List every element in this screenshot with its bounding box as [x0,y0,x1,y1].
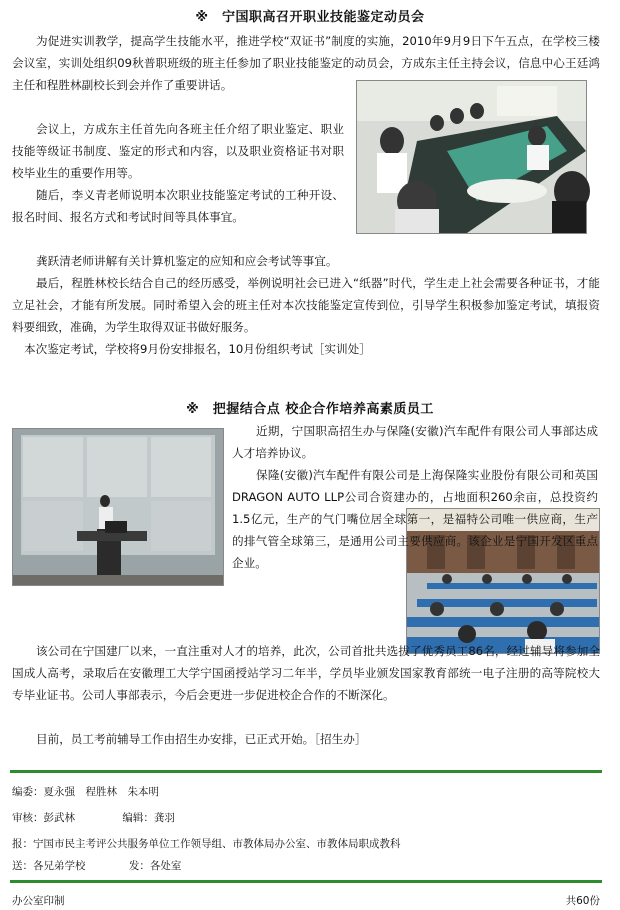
printer-text: 办公室印制 [12,895,65,907]
send-line [12,858,191,873]
issue-value: 各处室 [149,860,182,872]
article2-paragraph: 该公司在宁国建厂以来，一直注重对人才的培养，此次，公司首批共选拔了优秀员工86名，经过辅导将参加全国成人高考，录取后在安徽理工大学宁国函授站学习二年半，学员毕业颁发国家教育部统一电子注册的高等院校大专毕业证书。公司人事部表示，今后会更进一步促进校企合作的不断深化。 [12,644,600,702]
report-label: 报： [12,838,33,850]
article1-paragraph: 随后，李义青老师说明本次职业技能鉴定考试的工种开设、报名时间、报名方式和考试时间等具体事宜。 [12,188,344,224]
meeting-photo-drawing [357,81,586,233]
footer-rule-top [10,770,602,773]
reviewer-label: 审核： [12,812,44,824]
article1-paragraph: 会议上，方成东主任首先向各班主任介绍了职业鉴定、职业技能等级证书制度、鉴定的形式和内容，以及职业资格证书对职校毕业生的重要作用等。 [12,122,344,180]
meeting-photo [356,80,587,234]
copies-text: 共60份 [565,895,600,907]
report-line [12,836,411,851]
article1-title: ※ 宁国职高召开职业技能鉴定动员会 [195,10,425,25]
article2-paragraph: 近期，宁国职高招生办与保隆(安徽)汽车配件有限公司人事部达成人才培养协议。 [232,424,598,460]
compiler-label: 编辑： [122,812,154,824]
article2-paragraph: 保隆(安徽)汽车配件有限公司是上海保隆实业股份有限公司和英国DRAGON AUTO LLP公司合资建办的，占地面积260余亩，总投资约1.5亿元，生产的气门嘴位居全球第一，是福特公司唯一供应商，生产的排气管全球第三，是通用公司主要供应商。该企业是宁国开发区重点企业。 [232,468,598,570]
issue-label: 发： [128,860,150,872]
article1-paragraph: 本次鉴定考试，学校将9月份安排报名，10月份组织考试［实训处］ [24,342,371,356]
lecture-photo-drawing [13,429,223,585]
report-value: 宁国市民主考评公共服务单位工作领导组、市教体局办公室、市教体局职成教科 [33,838,401,850]
article2-paragraph: 目前，员工考前辅导工作由招生办安排，已正式开始。［招生办］ [36,732,367,746]
article1-paragraph: 为促进实训教学，提高学生技能水平，推进学校“双证书”制度的实施，2010年9月9日下午五点，在学校三楼会议室，实训处组织09秋普职班级的班主任参加了职业技能鉴定的动员会，方成东主任主持会议，信息中心王廷鸿主任和程胜林副校长到会并作了重要讲话。 [12,34,600,92]
send-value: 各兄弟学校 [33,860,86,872]
article1-paragraph: 最后，程胜林校长结合自己的经历感受，举例说明社会已进入“纸器”时代，学生走上社会需要各种证书，才能立足社会，才能有所发展。同时希望入会的班主任对本次技能鉴定宣传到位，引导学生积极参加鉴定考试，填报资料要细致，准确，为学生取得双证书做好服务。 [12,276,600,334]
send-label: 送： [12,860,33,872]
article2-title: ※ 把握结合点 校企合作培养高素质员工 [186,402,434,417]
compiler-value: 龚羽 [153,812,175,824]
article1-paragraph: 龚跃清老师讲解有关计算机鉴定的应知和应会考试等事宜。 [36,254,338,268]
lecture-photo [12,428,224,586]
editors-label: 编委： [12,786,44,798]
footer-rule-bottom [10,880,602,883]
editors-line [12,784,169,799]
reviewer-value: 彭武林 [43,812,75,824]
review-line [12,810,185,825]
editors-value: 夏永强 程胜林 朱本明 [43,786,159,798]
